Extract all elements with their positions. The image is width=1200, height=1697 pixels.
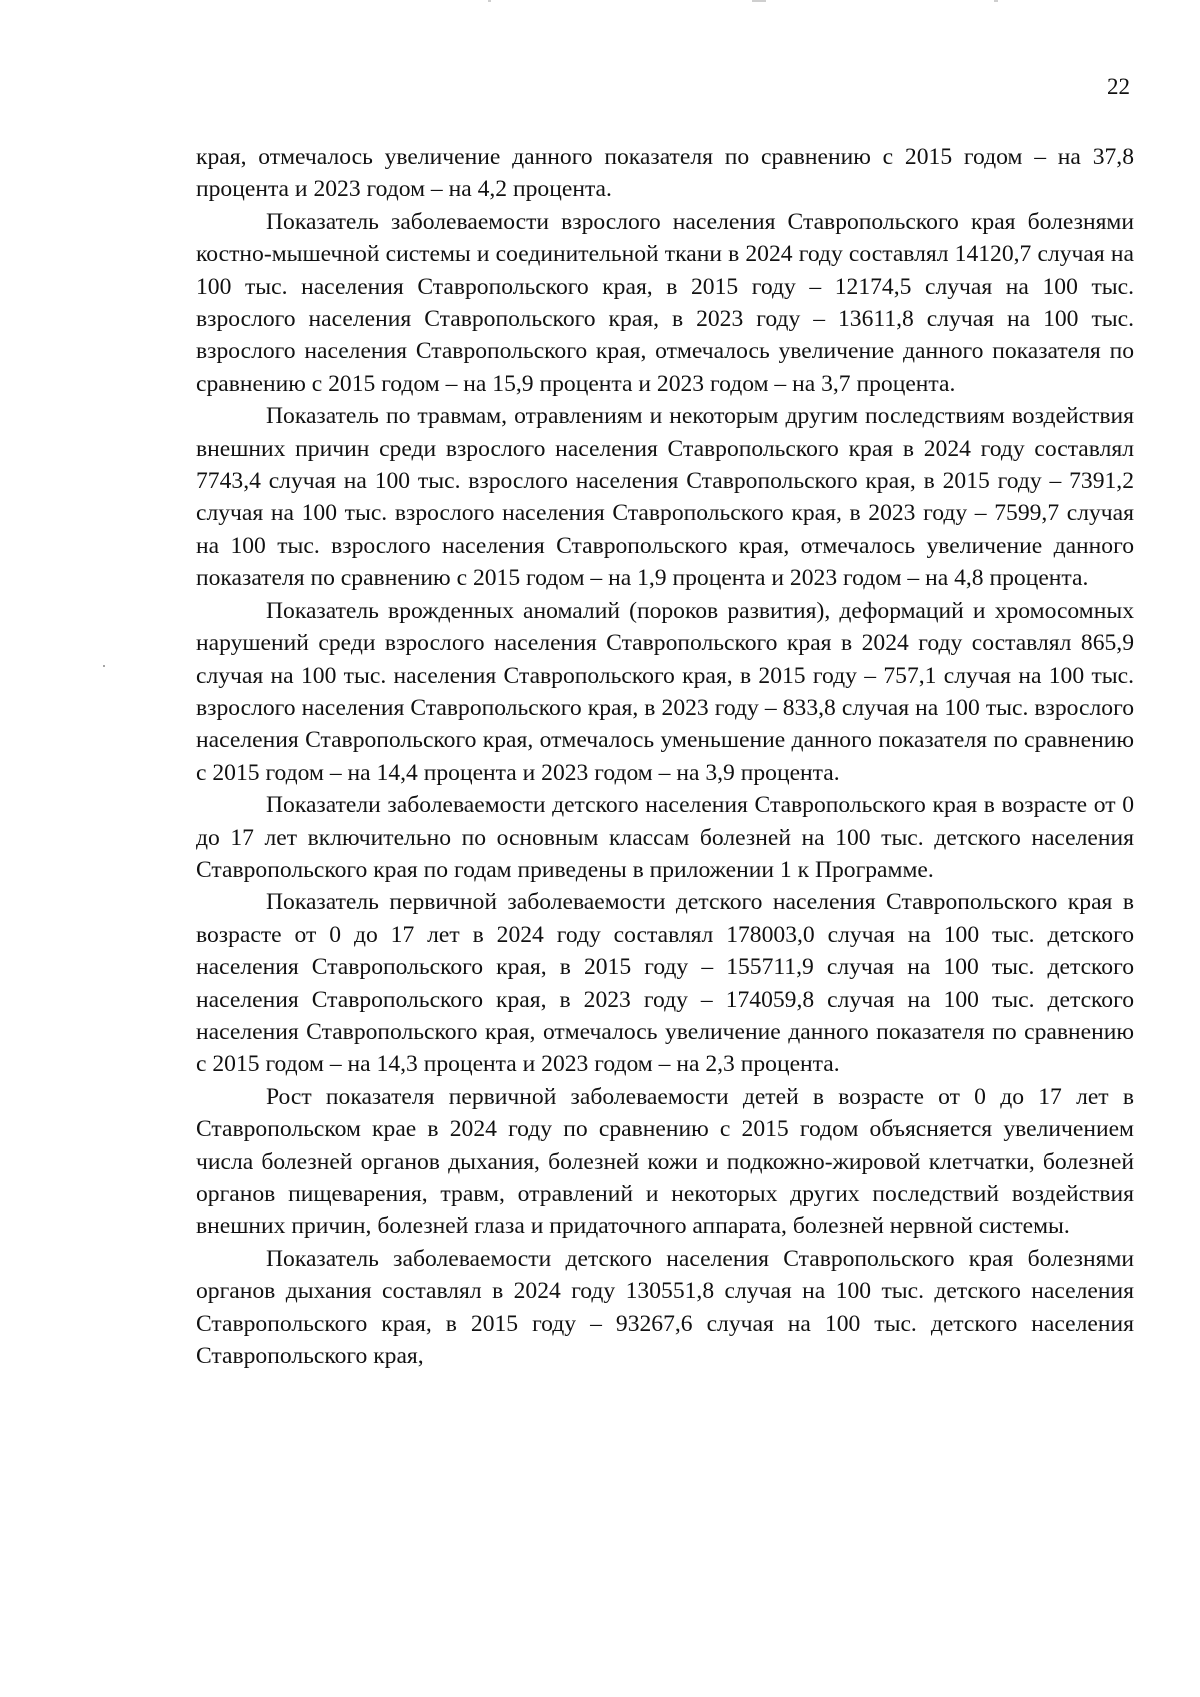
- paragraph-respiratory: Показатель заболеваемости детского населения Ставропольского края болезнями органов дыхания составлял в 2024 году 130551,8 случая на 100 тыс. детского населения Ставропольского края, в 2015 году – 93267,6 случая на 100 тыс. детского населения Ставропольского края,: [196, 1245, 1134, 1370]
- scan-edge-mark: [752, 0, 766, 2]
- paragraph-injuries: Показатель по травмам, отравлениям и некоторым другим последствиям воздействия внешних причин среди взрослого населения Ставропольского края в 2024 году составлял 7743,4 случая на 100 тыс. взрослого населения Ставропольского края, в 2015 году – 7391,2 случая на 100 тыс. взрослого населения Ставропольского края, в 2023 году – 7599,7 случая на 100 тыс. взрослого населения Ставропольского края, отмечалось увеличение данного показателя по сравнению с 2015 годом – на 1,9 процента и 2023 годом – на 4,8 процента.: [196, 403, 1134, 592]
- paragraph-child-primary-morbidity: Показатель первичной заболеваемости детского населения Ставропольского края в возрасте от 0 до 17 лет в 2024 году составлял 178003,0 случая на 100 тыс. детского населения Ставропольского края, в 2015 году – 155711,9 случая на 100 тыс. детского населения Ставропольского края, в 2023 году – 174059,8 случая на 100 тыс. детского населения Ставропольского края, отмечалось увеличение данного показателя по сравнению с 2015 годом – на 14,3 процента и 2023 годом – на 2,3 процента.: [196, 889, 1134, 1078]
- scan-edge-mark: [994, 0, 998, 2]
- scan-edge-mark: [488, 0, 491, 2]
- scan-speck: [103, 665, 105, 667]
- page-number: 22: [1107, 74, 1130, 99]
- paragraph-growth-explanation: Рост показателя первичной заболеваемости детей в возрасте от 0 до 17 лет в Ставропольском крае в 2024 году по сравнению с 2015 годом объясняется увеличением числа болезней органов дыхания, болезней кожи и подкожно-жировой клетчатки, болезней органов пищеварения, травм, отравлений и некоторых других последствий воздействия внешних причин, болезней глаза и придаточного аппарата, болезней нервной системы.: [196, 1083, 1134, 1240]
- paragraph-child-morbidity-appendix: Показатели заболеваемости детского населения Ставропольского края в возрасте от 0 до 17 лет включительно по основным классам болезней на 100 тыс. детского населения Ставропольского края по годам приведены в приложении 1 к Программе.: [196, 792, 1134, 883]
- paragraph-musculoskeletal: Показатель заболеваемости взрослого населения Ставропольского края болезнями костно-мышечной системы и соединительной ткани в 2024 году составлял 14120,7 случая на 100 тыс. населения Ставропольского края, в 2015 году – 12174,5 случая на 100 тыс. взрослого населения Ставропольского края, в 2023 году – 13611,8 случая на 100 тыс. взрослого населения Ставропольского края, отмечалось увеличение данного показателя по сравнению с 2015 годом – на 15,9 процента и 2023 годом – на 3,7 процента.: [196, 208, 1134, 397]
- paragraph-congenital-anomalies: Показатель врожденных аномалий (пороков развития), деформаций и хромосомных нарушений среди взрослого населения Ставропольского края в 2024 году составлял 865,9 случая на 100 тыс. населения Ставропольского края, в 2015 году – 757,1 случая на 100 тыс. взрослого населения Ставропольского края, в 2023 году – 833,8 случая на 100 тыс. взрослого населения Ставропольского края, отмечалось уменьшение данного показателя по сравнению с 2015 годом – на 14,4 процента и 2023 годом – на 3,9 процента.: [196, 597, 1134, 786]
- paragraph-continuation: края, отмечалось увеличение данного показателя по сравнению с 2015 годом – на 37,8 процента и 2023 годом – на 4,2 процента.: [196, 144, 1134, 203]
- document-body: [196, 141, 1134, 1372]
